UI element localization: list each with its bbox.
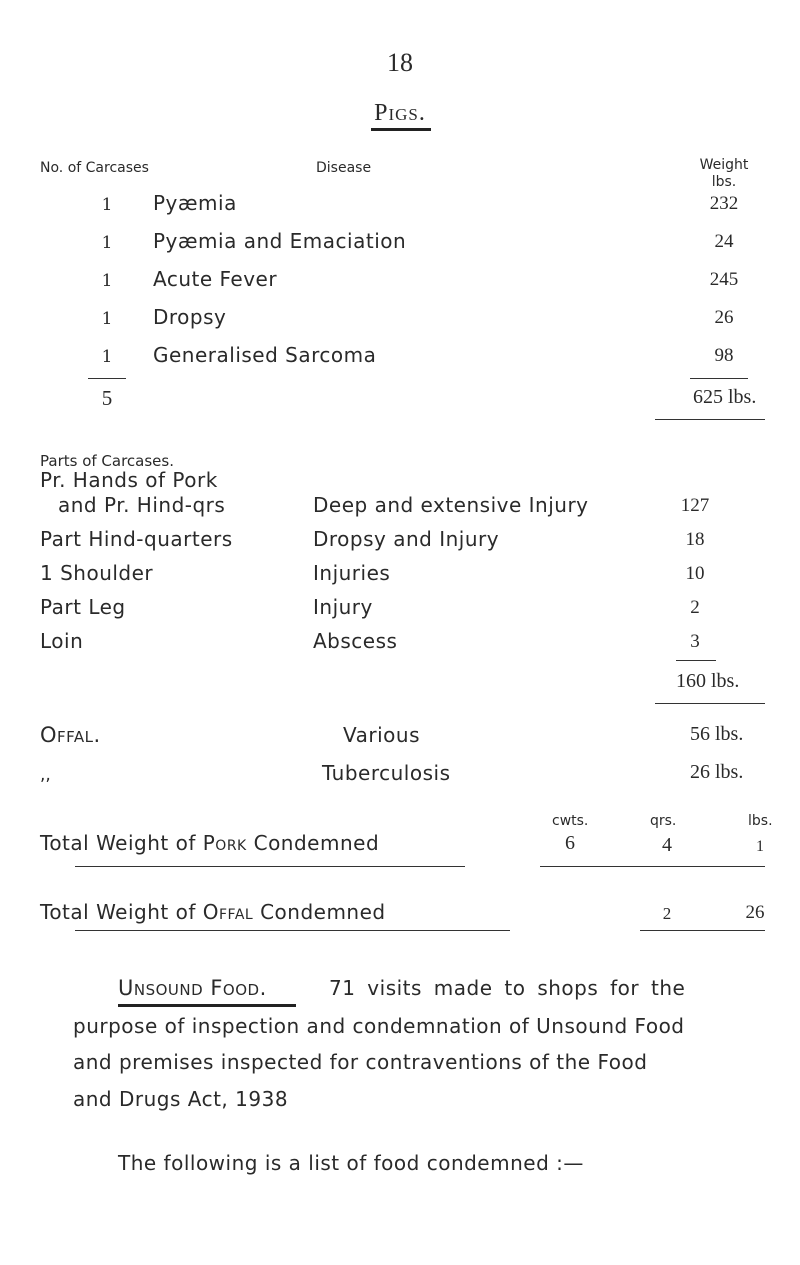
pork-total-rule-right (540, 866, 765, 867)
offal-weight: 56 lbs. (690, 723, 744, 745)
unsound-food-line4: and Drugs Act, 1938 (73, 1087, 289, 1111)
part-weight: 18 (685, 529, 705, 550)
weight-sum-rule (690, 378, 748, 379)
part-weight: 10 (685, 563, 705, 584)
parts-total-rule (655, 703, 765, 704)
parts-total-weight: 160 lbs. (676, 670, 740, 692)
unsound-food-line2: purpose of inspection and condemnation of Unsound Food (73, 1014, 685, 1038)
row-weight: 245 (709, 269, 739, 290)
row-count: 1 (101, 309, 113, 329)
unit-lbs: lbs. (748, 813, 773, 829)
pork-lbs: 1 (756, 838, 764, 855)
header-weight-unit: lbs. (711, 174, 737, 190)
pigs-total-weight: 625 lbs. (693, 386, 757, 408)
offal-label: Offal. (40, 723, 101, 747)
unsound-food-heading: Unsound Food. (118, 976, 267, 1000)
unit-qrs: qrs. (650, 813, 677, 829)
row-count: 1 (101, 347, 113, 367)
offal-weight: 26 lbs. (690, 761, 744, 783)
part-weight: 2 (690, 597, 700, 618)
part-disease: Injuries (313, 561, 391, 585)
offal-label-pre: Total Weight of (40, 900, 196, 924)
part-name: Pr. Hands of Pork (40, 468, 218, 492)
pork-total-label (40, 831, 379, 855)
row-weight: 24 (714, 231, 734, 252)
offal-lbs: 26 (745, 902, 765, 923)
part-name: Loin (40, 629, 84, 653)
offal-label-post: Condemned (260, 900, 386, 924)
offal-qrs: 2 (662, 904, 672, 923)
header-disease: Disease (316, 160, 372, 176)
offal-ditto: ,, (40, 765, 51, 785)
unsound-food-line1: 71 visits made to shops for the (329, 976, 686, 1000)
row-count: 1 (101, 233, 113, 253)
offal-label-sc: Offal (202, 900, 254, 924)
pork-label-pre: Total Weight of (40, 831, 196, 855)
row-count: 1 (101, 195, 113, 215)
unsound-food-line5: The following is a list of food condemned :— (118, 1151, 584, 1175)
pork-label-post: Condemned (253, 831, 380, 855)
offal-total-label (40, 900, 386, 924)
pigs-title: Pigs. (374, 100, 426, 126)
row-weight: 26 (714, 307, 734, 328)
pork-qrs: 4 (662, 834, 672, 856)
offal-total-rule-right (640, 930, 765, 931)
row-count: 1 (101, 271, 113, 291)
row-weight: 98 (714, 345, 734, 366)
pigs-total-count: 5 (101, 386, 113, 410)
part-weight: 127 (680, 495, 710, 516)
part-disease: Injury (313, 595, 373, 619)
offal-disease: Various (343, 723, 420, 747)
offal-disease: Tuberculosis (322, 761, 451, 785)
unsound-food-underline (118, 1004, 296, 1007)
row-disease: Pyæmia and Emaciation (153, 229, 407, 253)
part-name: Part Hind-quarters (40, 527, 233, 551)
pigs-total-rule (655, 419, 765, 420)
row-disease: Generalised Sarcoma (153, 343, 377, 367)
row-disease: Acute Fever (153, 267, 278, 291)
part-name: 1 Shoulder (40, 561, 154, 585)
part-disease: Dropsy and Injury (313, 527, 500, 551)
header-carcases: No. of Carcases (40, 160, 149, 176)
parts-sum-rule (676, 660, 716, 661)
page-number: 18 (387, 48, 413, 77)
row-disease: Pyæmia (153, 191, 237, 215)
part-weight: 3 (690, 631, 700, 652)
pork-label-sc: Pork (202, 831, 247, 855)
row-disease: Dropsy (153, 305, 227, 329)
row-weight: 232 (709, 193, 739, 214)
pork-cwts: 6 (565, 832, 575, 854)
count-sum-rule (88, 378, 126, 379)
unsound-food-line3: and premises inspected for contraventions of the Food (73, 1050, 648, 1074)
title-underline (371, 128, 431, 131)
parts-heading: Parts of Carcases. (40, 452, 174, 470)
offal-total-rule-left (75, 930, 510, 931)
header-weight: Weight (699, 157, 749, 173)
pork-total-rule-left (75, 866, 465, 867)
part-name: Part Leg (40, 595, 126, 619)
unit-cwts: cwts. (552, 813, 589, 829)
part-name-cont: and Pr. Hind-qrs (58, 493, 226, 517)
part-disease: Deep and extensive Injury (313, 493, 589, 517)
part-disease: Abscess (313, 629, 398, 653)
